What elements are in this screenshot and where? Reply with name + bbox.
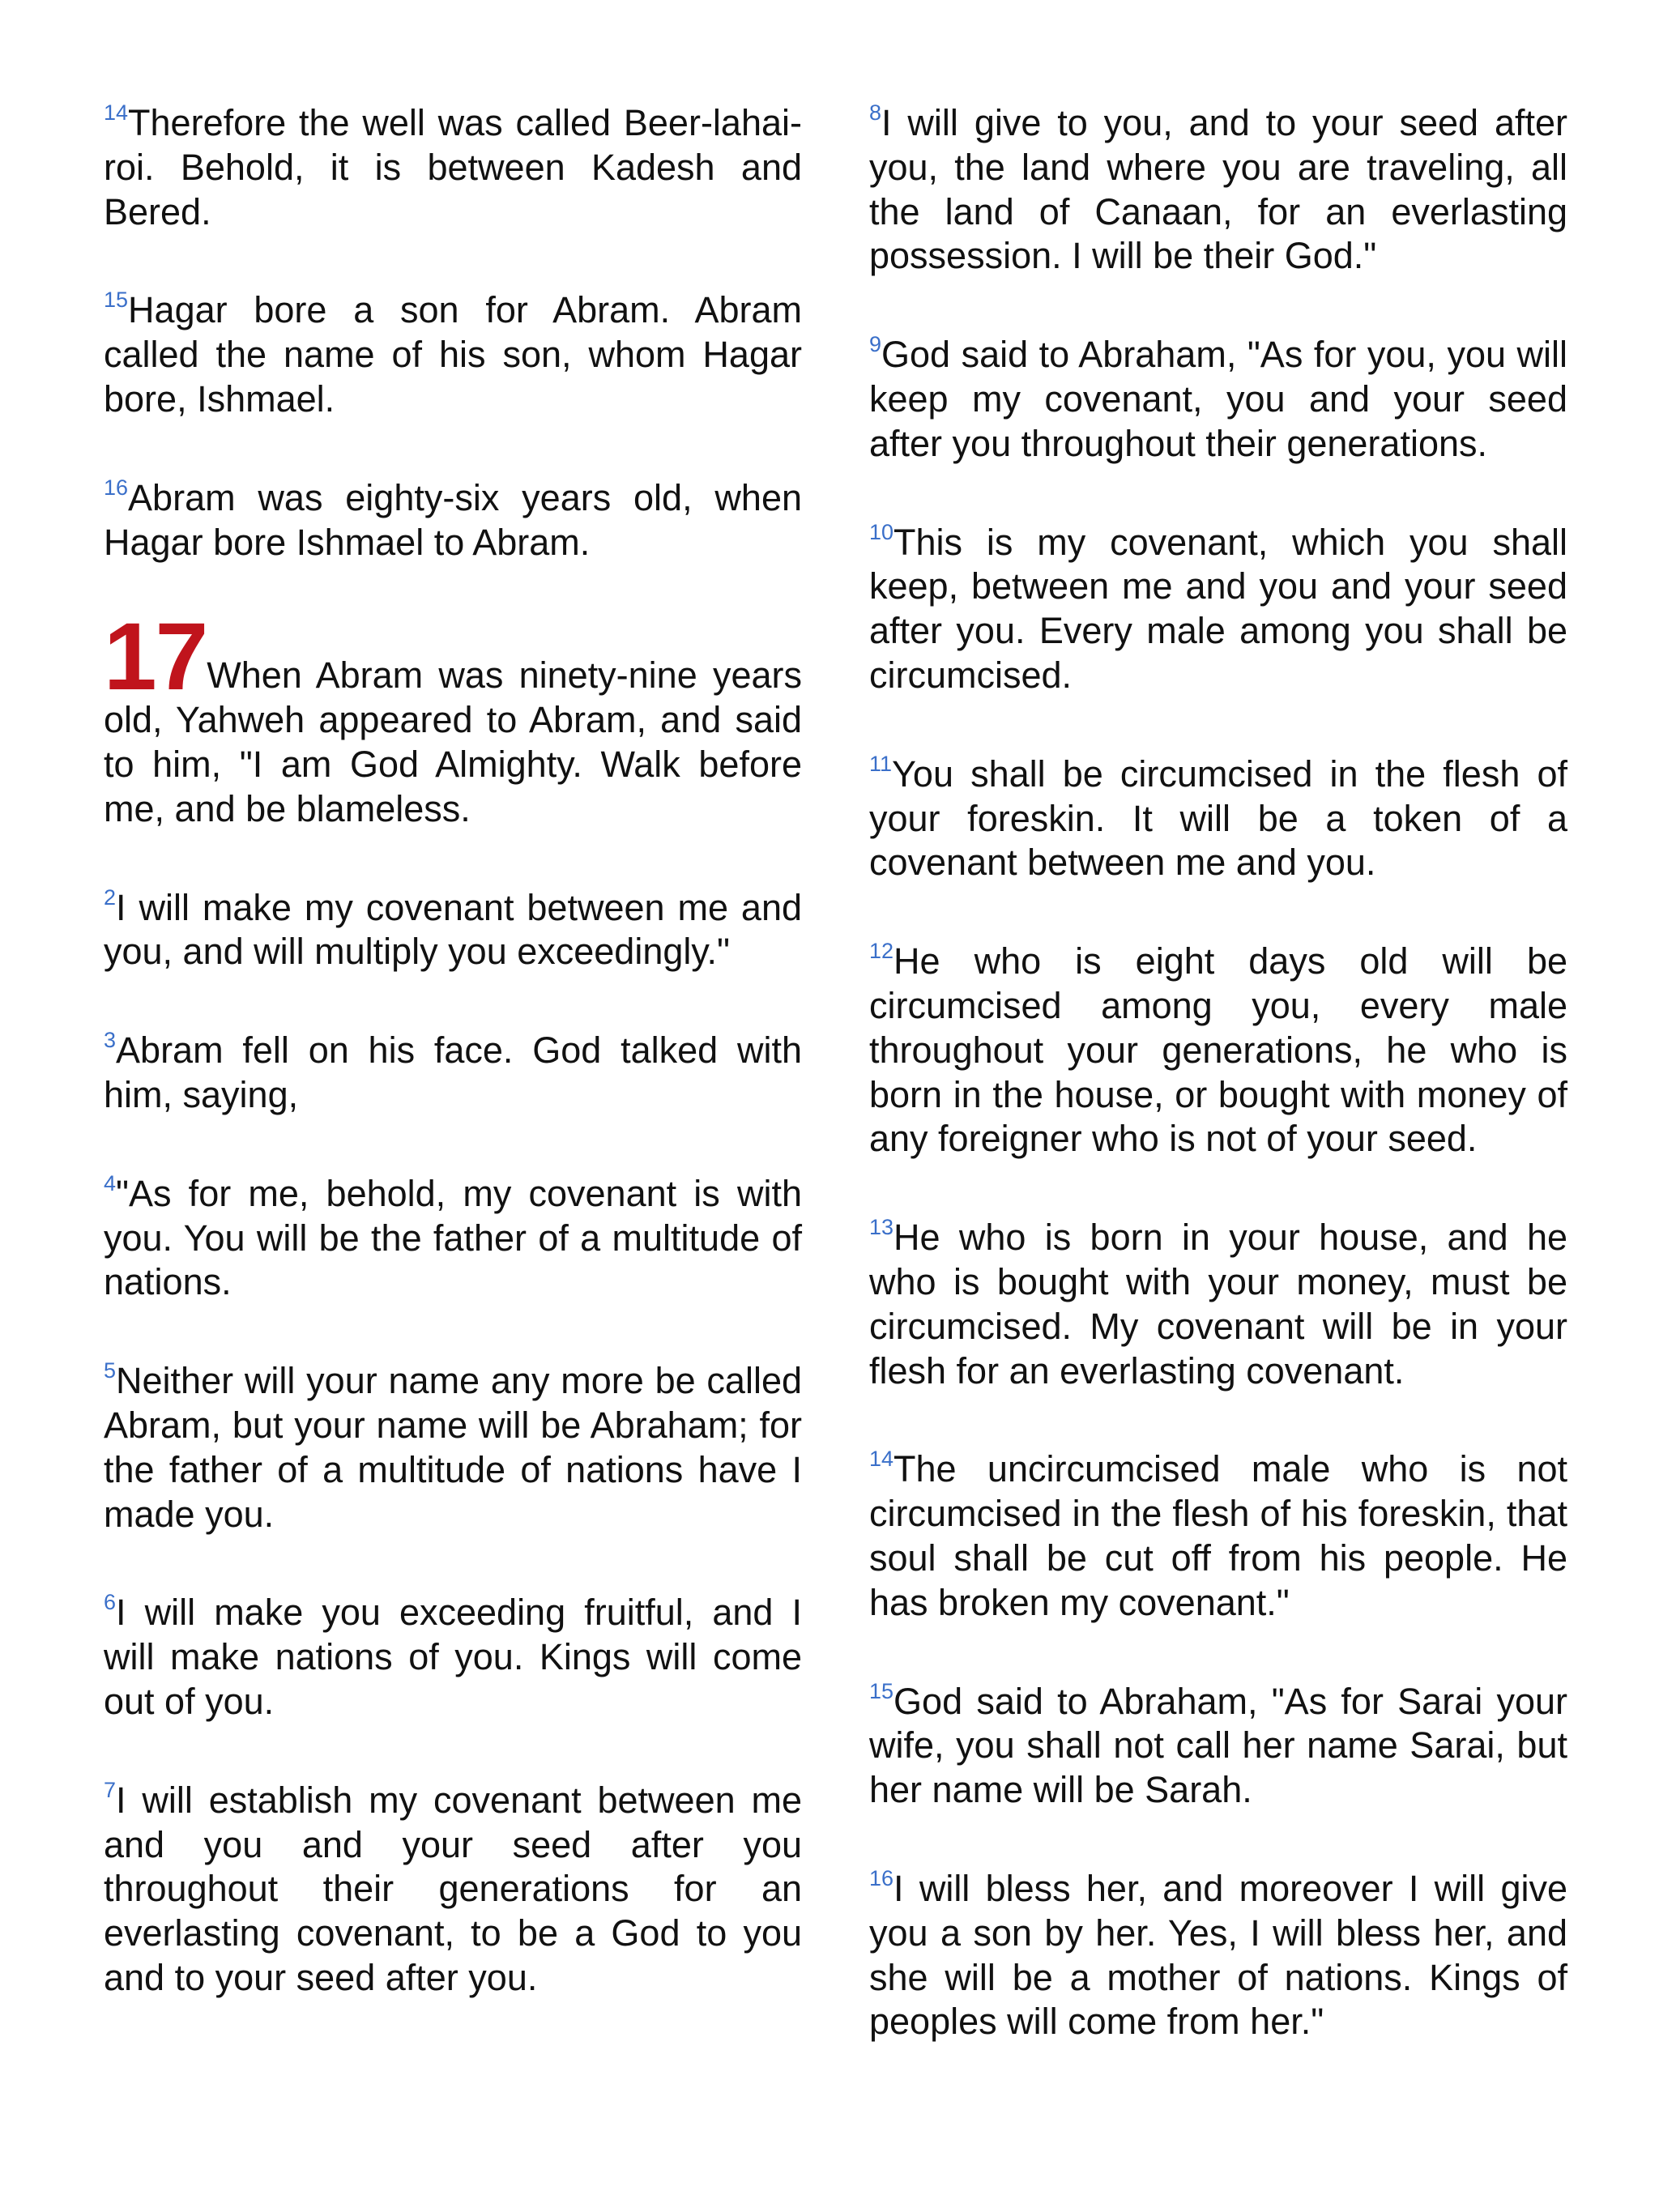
verse-number: 14 <box>104 100 129 125</box>
verse-number: 2 <box>104 884 117 910</box>
verse-17-1 <box>104 603 802 831</box>
verse-17-12 <box>869 940 1567 1161</box>
verse-17-14 <box>869 1447 1567 1625</box>
verse-16-15 <box>104 288 802 421</box>
verse-17-10 <box>869 521 1567 698</box>
verse-17-2 <box>104 886 802 975</box>
verse-text: The uncircumcised male who is not circumcised in the flesh of his foreskin, that soul shall be cut off from his people. He has broken my covenant." <box>869 1448 1567 1623</box>
verse-text: Abram was eighty-six years old, when Hagar bore Ishmael to Abram. <box>104 476 802 563</box>
verse-text: He who is eight days old will be circumcised among you, every male throughout your generations, he who is born in the house, or bought with money of any foreigner who is not of your seed. <box>869 940 1567 1160</box>
verse-text: You shall be circumcised in the flesh of your foreskin. It will be a token of a covenant between me and you. <box>869 752 1567 884</box>
verse-number: 3 <box>104 1028 117 1053</box>
verse-text: I will make you exceeding fruitful, and I will make nations of you. Kings will come out of you. <box>104 1592 802 1722</box>
verse-16-16 <box>104 476 802 565</box>
verse-text: God said to Abraham, "As for Sarai your wife, you shall not call her name Sarai, but her name will be Sarah. <box>869 1680 1567 1811</box>
verse-17-13 <box>869 1216 1567 1393</box>
verse-17-3 <box>104 1029 802 1118</box>
verse-number: 15 <box>104 288 129 313</box>
verse-number: 16 <box>869 1865 894 1890</box>
verse-number: 4 <box>104 1170 117 1196</box>
chapter-number: 17 <box>104 603 207 711</box>
verse-number: 9 <box>869 332 882 357</box>
verse-number: 7 <box>104 1777 117 1802</box>
verse-number: 15 <box>869 1678 894 1703</box>
verse-17-16 <box>869 1867 1567 2044</box>
verse-text: Hagar bore a son for Abram. Abram called the name of his son, whom Hagar bore, Ishmael. <box>104 289 802 420</box>
verse-17-15 <box>869 1680 1567 1813</box>
verse-17-7 <box>104 1779 802 2001</box>
verse-text: Abram fell on his face. God talked with him, saying, <box>104 1029 802 1115</box>
verse-number: 14 <box>869 1447 894 1472</box>
verse-text: I will give to you, and to your seed after you, the land where you are traveling, all the land of Canaan, for an everlasting possession. I will be their God." <box>869 102 1567 277</box>
verse-17-5 <box>104 1359 802 1536</box>
verse-number: 11 <box>869 751 893 776</box>
verse-text: I will make my covenant between me and you, and will multiply you exceedingly." <box>104 886 802 973</box>
verse-text: Neither will your name any more be called Abram, but your name will be Abraham; for the father of a multitude of nations have I made you. <box>104 1360 802 1535</box>
verse-16-14 <box>104 101 802 234</box>
verse-17-9 <box>869 333 1567 466</box>
right-column <box>869 101 1567 2099</box>
verse-number: 10 <box>869 519 894 544</box>
verse-text: I will establish my covenant between me and you and your seed after you throughout their generations for an everlasting covenant, to be a God to you and to your seed after you. <box>104 1779 802 1998</box>
verse-text: This is my covenant, which you shall keep, between me and you and your seed after you. Every male among you shall be circumcised. <box>869 521 1567 696</box>
verse-text: "As for me, behold, my covenant is with you. You will be the father of a multitude of nations. <box>104 1172 802 1303</box>
verse-17-4 <box>104 1172 802 1305</box>
verse-17-6 <box>104 1591 802 1724</box>
verse-number: 6 <box>104 1590 117 1615</box>
verse-number: 5 <box>104 1358 117 1383</box>
verse-17-8 <box>869 101 1567 279</box>
left-column <box>104 101 802 2055</box>
verse-text: When Abram was ninety-nine years old, Yahweh appeared to Abram, and said to him, "I am God Almighty. Walk before me, and be blameless. <box>104 654 802 829</box>
verse-text: I will bless her, and moreover I will give you a son by her. Yes, I will bless her, and she will be a mother of nations. Kings of peoples will come from her." <box>869 1867 1567 2043</box>
verse-17-11 <box>869 752 1567 885</box>
verse-number: 13 <box>869 1215 894 1240</box>
verse-number: 12 <box>869 939 894 964</box>
verse-text: He who is born in your house, and he who is bought with your money, must be circumcised. My covenant will be in your flesh for an everlasting covenant. <box>869 1217 1567 1392</box>
verse-number: 8 <box>869 100 882 125</box>
verse-text: God said to Abraham, "As for you, you will keep my covenant, you and your seed after you throughout their generations. <box>869 334 1567 464</box>
verse-text: Therefore the well was called Beer-lahai-roi. Behold, it is between Kadesh and Bered. <box>104 102 802 232</box>
verse-number: 16 <box>104 475 129 500</box>
